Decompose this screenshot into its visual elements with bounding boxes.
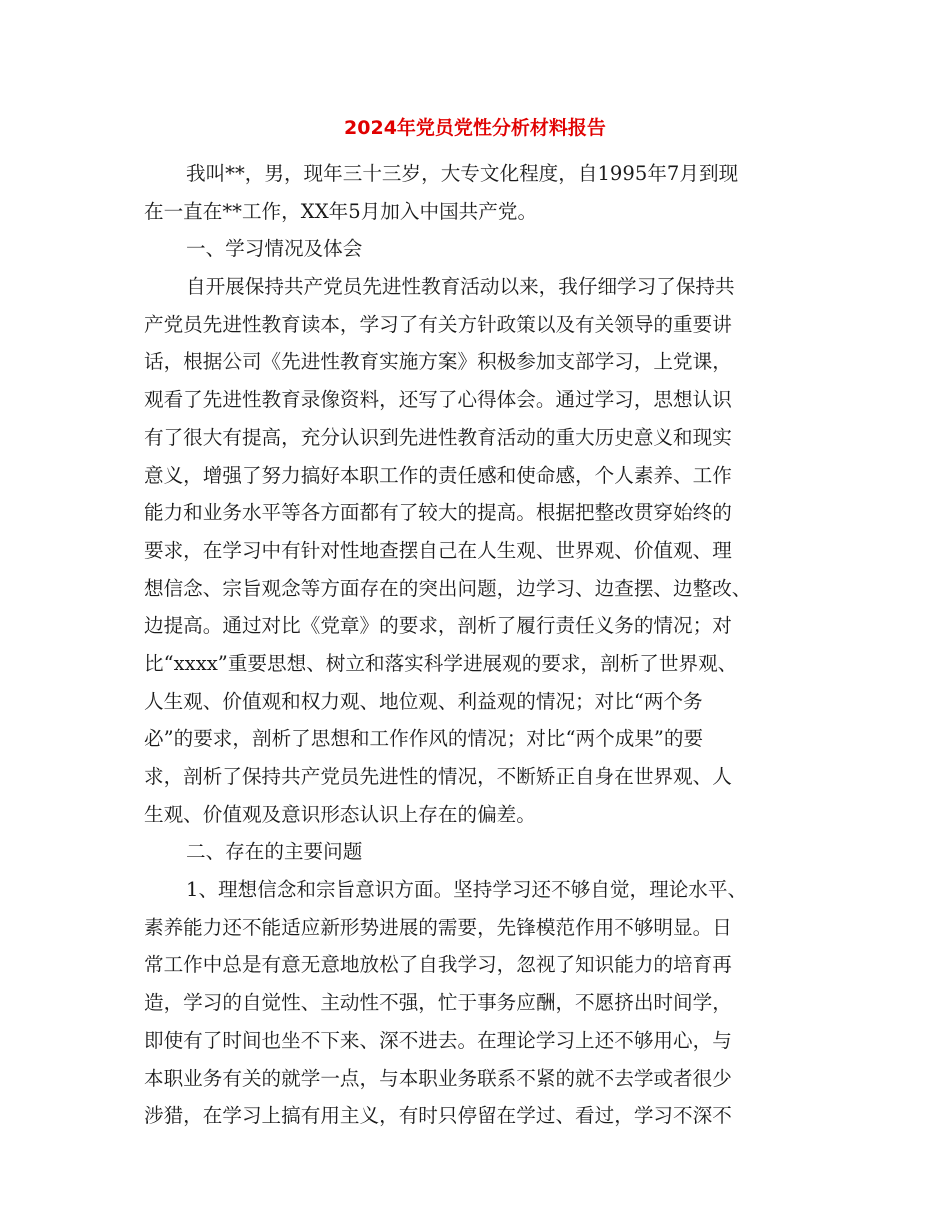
body-text-line: 能力和业务水平等各方面都有了较大的提高。根据把整改贯穿始终的	[144, 501, 732, 525]
body-text-line: 话，根据公司《先进性教育实施方案》积极参加支部学习，上党课，	[144, 350, 732, 374]
body-text-line: 常工作中总是有意无意地放松了自我学习，忽视了知识能力的培育再	[144, 953, 732, 977]
body-text-line: 二、存在的主要问题	[186, 840, 363, 864]
body-text-line: 生观、价值观及意识形态认识上存在的偏差。	[144, 802, 536, 826]
body-text-line: 求，剖析了保持共产党员先进性的情况，不断矫正自身在世界观、人	[144, 765, 732, 788]
body-text-line: 造，学习的自觉性、主动性不强，忙于事务应酬，不愿挤出时间学，	[144, 991, 732, 1015]
body-text-line: 自开展保持共产党员先进性教育活动以来，我仔细学习了保持共	[186, 275, 735, 299]
body-text-line: 要求，在学习中有针对性地查摆自己在人生观、世界观、价值观、理	[144, 538, 732, 562]
body-text-line: 涉猎，在学习上搞有用主义，有时只停留在学过、看过，学习不深不	[144, 1104, 732, 1128]
body-text-line: 想信念、宗旨观念等方面存在的突出问题，边学习、边查摆、边整改、	[144, 576, 752, 600]
body-text-line: 必”的要求，剖析了思想和工作作风的情况；对比“两个成果”的要	[144, 727, 704, 751]
body-text-line: 即使有了时间也坐不下来、深不进去。在理论学习上还不够用心，与	[144, 1028, 732, 1052]
body-text-line: 边提高。通过对比《党章》的要求，剖析了履行责任义务的情况；对	[144, 614, 732, 638]
body-text-line: 素养能力还不能适应新形势进展的需要，先锋模范作用不够明显。日	[144, 915, 732, 939]
body-text-line: 在一直在**工作，XX年5月加入中国共产党。	[144, 199, 538, 223]
document-title: 2024年党员党性分析材料报告	[344, 117, 606, 139]
body-text-line: 观看了先进性教育录像资料，还写了心得体会。通过学习，思想认识	[144, 388, 732, 412]
body-text-line: 1、理想信念和宗旨意识方面。坚持学习还不够自觉，理论水平、	[186, 878, 748, 902]
body-text-line: 一、学习情况及体会	[186, 237, 363, 261]
body-text-line: 意义，增强了努力搞好本职工作的责任感和使命感，个人素养、工作	[144, 463, 732, 487]
document-body	[144, 155, 804, 1135]
body-text-line: 我叫**，男，现年三十三岁，大专文化程度，自1995年7月到现	[186, 162, 739, 185]
body-text-line: 人生观、价值观和权力观、地位观、利益观的情况；对比“两个务	[144, 689, 703, 713]
body-text-line: 有了很大有提高，充分认识到先进性教育活动的重大历史意义和现实	[144, 425, 732, 449]
body-text-line: 本职业务有关的就学一点，与本职业务联系不紧的就不去学或者很少	[144, 1066, 732, 1090]
body-text-line: 比“xxxx”重要思想、树立和落实科学进展观的要求，剖析了世界观、	[144, 651, 738, 675]
body-text-line: 产党员先进性教育读本，学习了有关方针政策以及有关领导的重要讲	[144, 312, 732, 336]
